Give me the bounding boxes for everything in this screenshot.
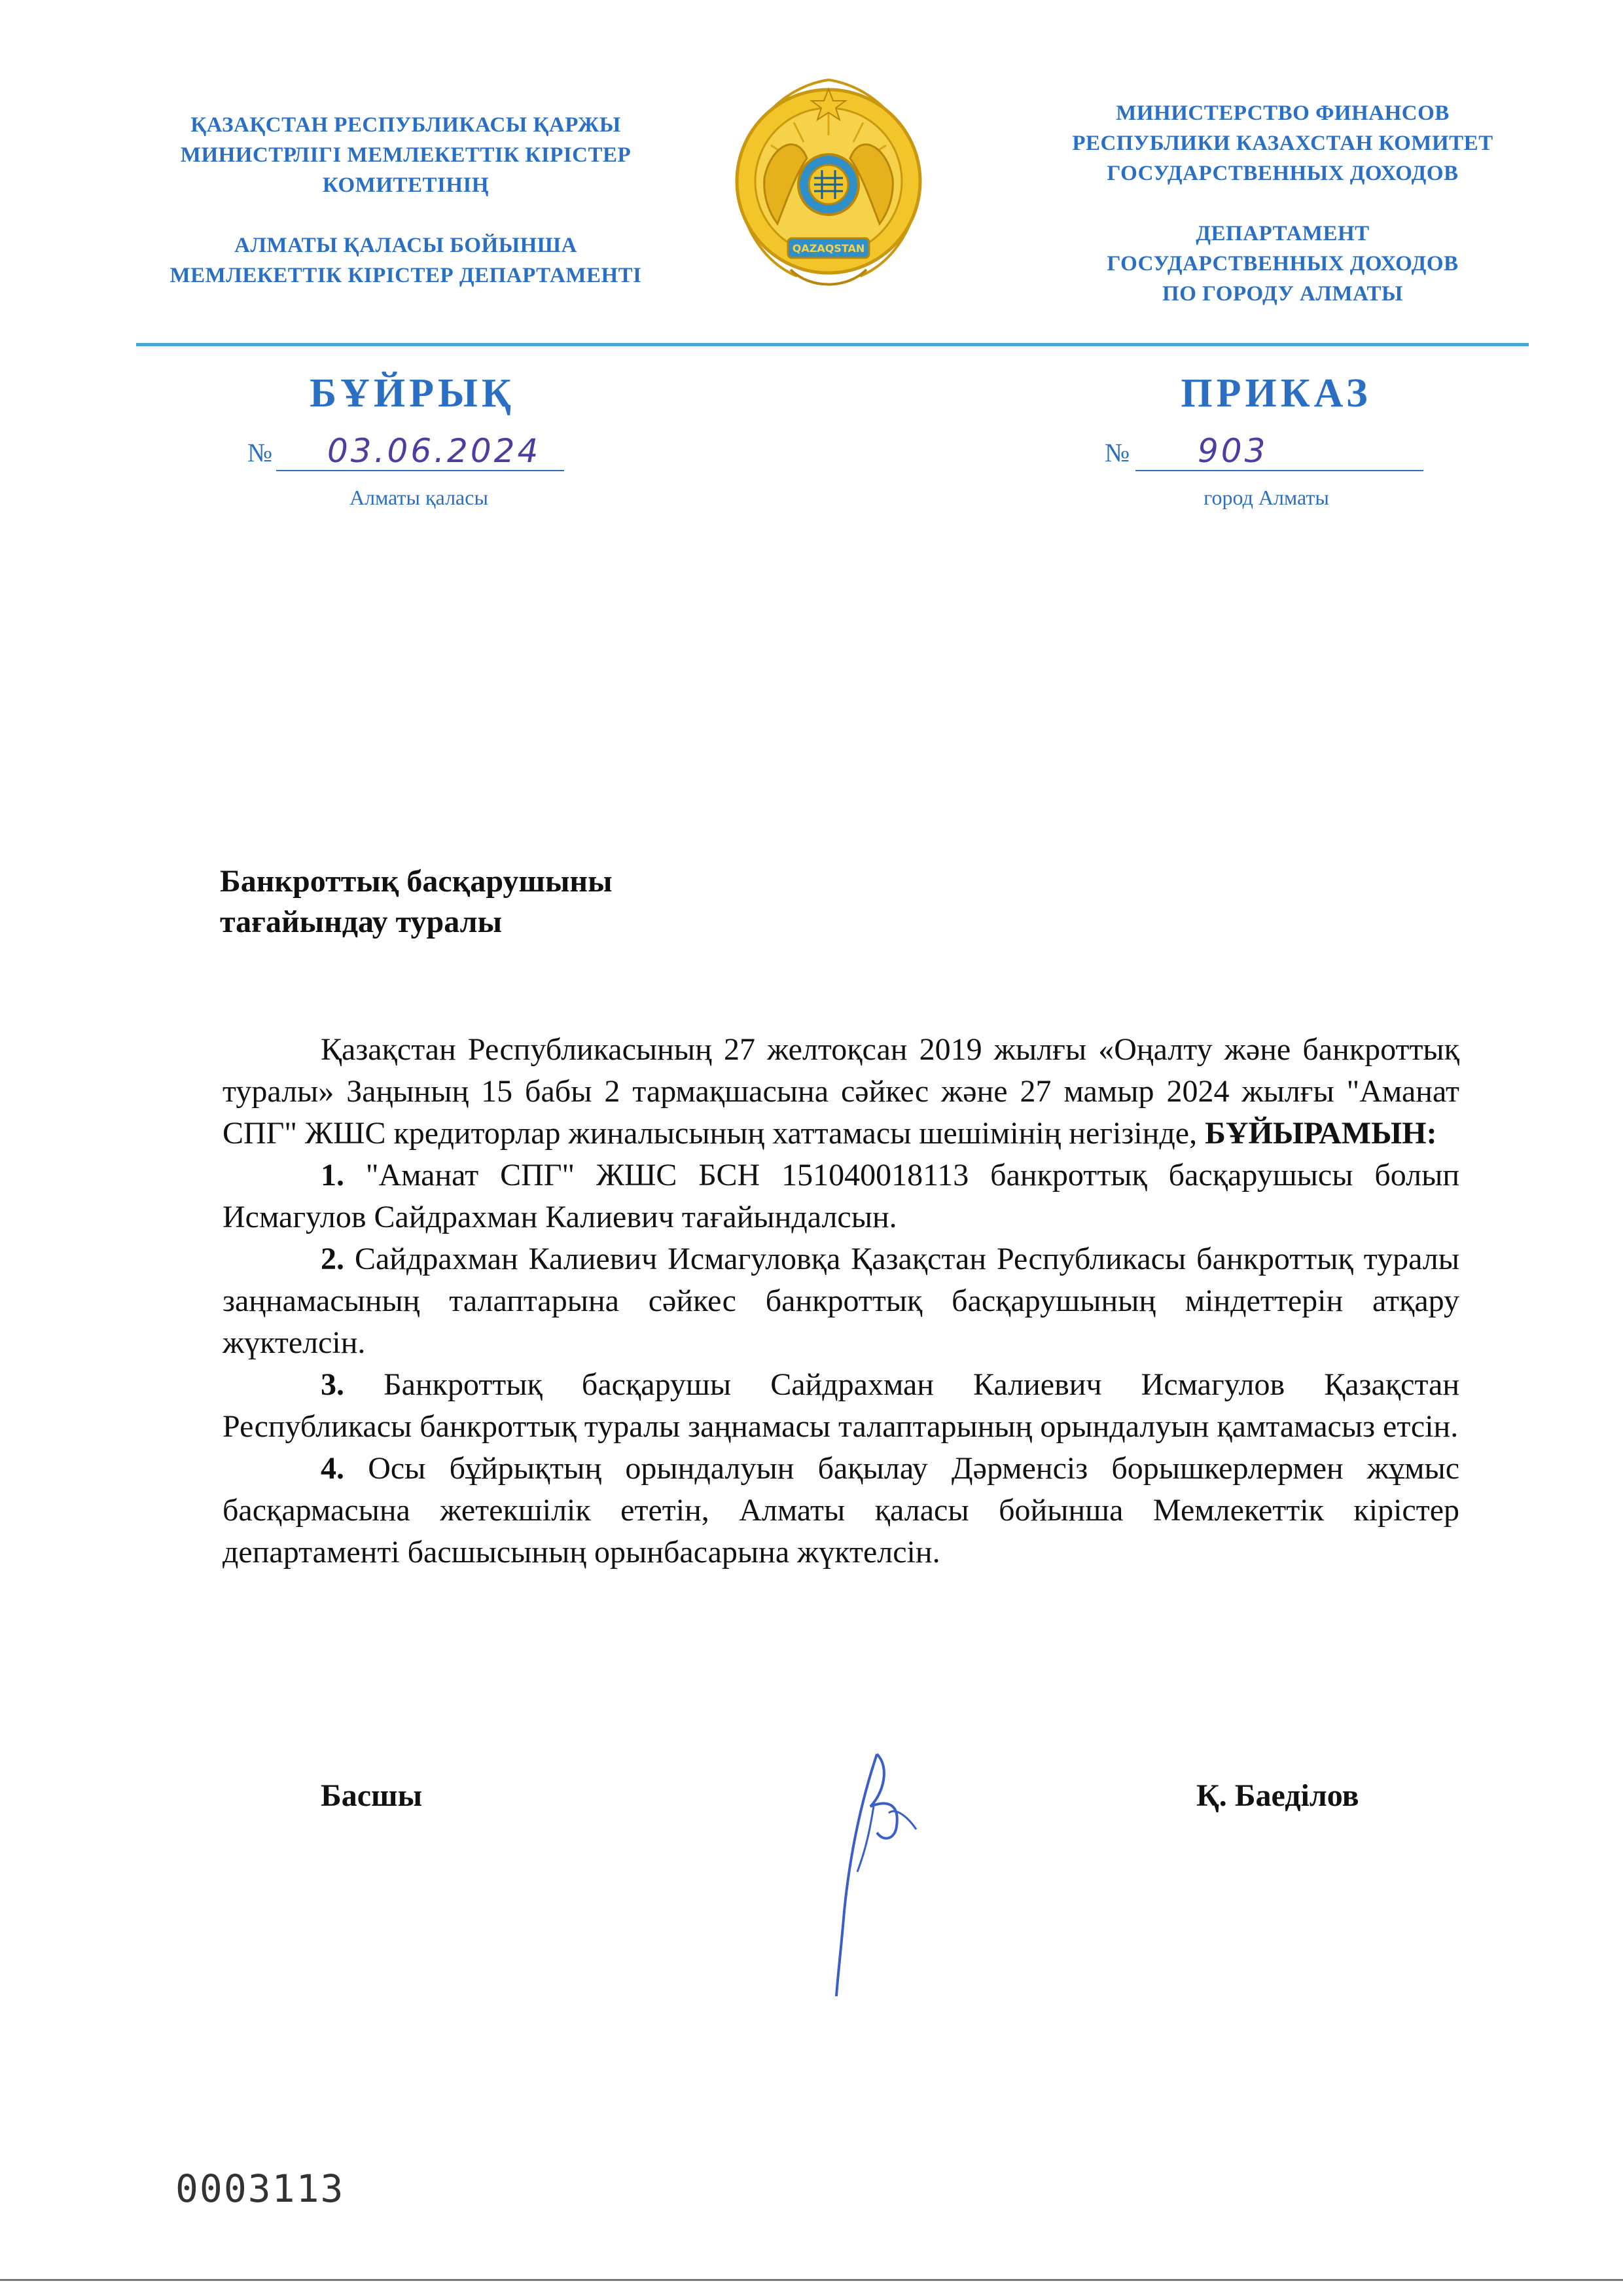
body-command: БҰЙЫРАМЫН:: [1205, 1116, 1437, 1151]
order-number-sign-left: №: [247, 438, 273, 467]
header-left-line2: МИНИСТРЛІГІ МЕМЛЕКЕТТІК КІРІСТЕР: [180, 143, 632, 167]
serial-number: 0003113: [175, 2166, 345, 2211]
item-number: 4.: [321, 1451, 344, 1486]
subject-line1: Банкроттық басқарушыны: [220, 864, 613, 899]
city-ru: город Алматы: [1204, 486, 1329, 509]
city-kz: Алматы қаласы: [349, 486, 488, 509]
subject-line2: тағайындау туралы: [220, 905, 503, 939]
order-title-kz: БҰЙРЫҚ: [310, 371, 515, 416]
order-subject: [220, 861, 613, 942]
body-item-3: [223, 1364, 1459, 1448]
item-number: 2.: [321, 1242, 344, 1276]
header-right-line3: ГОСУДАРСТВЕННЫХ ДОХОДОВ: [1107, 162, 1459, 185]
order-date-handwritten: 03.06.2024: [327, 432, 541, 470]
body-item-2: [223, 1238, 1459, 1364]
state-emblem-icon: [725, 73, 932, 296]
order-number-sign-right: №: [1105, 438, 1130, 467]
header-right-line5: ГОСУДАРСТВЕННЫХ ДОХОДОВ: [1107, 252, 1459, 276]
header-left-line3: КОМИТЕТІНІҢ: [322, 173, 490, 197]
item-text: "Аманат СПГ" ЖШС БСН 151040018113 банкроттық басқарушысы болып Исмагулов Сайдрахман Калиевич тағайындалсын.: [223, 1158, 1460, 1234]
order-body: [223, 1029, 1459, 1573]
order-number-handwritten: 903: [1198, 432, 1268, 470]
header-left-line4: АЛМАТЫ ҚАЛАСЫ БОЙЫНША: [234, 234, 577, 257]
item-text: Осы бұйрықтың орындалуын бақылау Дәрменсіз борышкерлермен жұмыс басқармасына жетекшілік ететін, Алматы қаласы бойынша Мемлекеттік кірістер департаменті басшысының орынбасарына жүктелсін.: [223, 1451, 1459, 1570]
header-right-line4: ДЕПАРТАМЕНТ: [1196, 222, 1370, 245]
body-intro: [223, 1029, 1459, 1155]
header-right-line1: МИНИСТЕРСТВО ФИНАНСОВ: [1116, 101, 1450, 125]
date-underline: [276, 470, 564, 471]
item-text: Сайдрахман Калиевич Исмагуловқа Қазақстан Республикасы банкроттық туралы заңнамасының талаптарына сәйкес банкроттық басқарушының міндеттерін атқару жүктелсін.: [223, 1242, 1459, 1360]
item-number: 1.: [321, 1158, 344, 1193]
header-divider: [136, 343, 1529, 346]
header-left-line1: ҚАЗАҚСТАН РЕСПУБЛИКАСЫ ҚАРЖЫ: [190, 113, 621, 137]
page-edge: [0, 2279, 1623, 2281]
handwritten-signature: [812, 1741, 942, 2003]
number-underline: [1135, 470, 1423, 471]
signatory-name: Қ. Баеділов: [1196, 1778, 1359, 1813]
header-left-line5: МЕМЛЕКЕТТІК КІРІСТЕР ДЕПАРТАМЕНТІ: [169, 264, 642, 287]
header-right-line2: РЕСПУБЛИКИ КАЗАХСТАН КОМИТЕТ: [1072, 132, 1493, 155]
signatory-position: Басшы: [321, 1778, 423, 1813]
body-item-4: [223, 1448, 1459, 1573]
order-title-ru: ПРИКАЗ: [1181, 371, 1372, 416]
body-intro-text: Қазақстан Республикасының 27 желтоқсан 2019 жылғы «Оңалту және банкроттық туралы» Заңының 15 бабы 2 тармақшасына сәйкес және 27 мамыр 2024 жылғы "Аманат СПГ" ЖШС кредиторлар жиналысының хаттамасы шешімінің негізінде,: [223, 1032, 1459, 1151]
body-item-1: [223, 1155, 1459, 1238]
header-right: [995, 98, 1571, 309]
item-number: 3.: [321, 1367, 344, 1402]
item-text: Банкроттық басқарушы Сайдрахман Калиевич Исмагулов Қазақстан Республикасы банкроттық туралы заңнамасы талаптарының орындалуын қамтамасыз етсін.: [223, 1367, 1460, 1444]
emblem-inscription: QAZAQSTAN: [792, 242, 865, 255]
header-left: [124, 110, 687, 291]
header-right-line6: ПО ГОРОДУ АЛМАТЫ: [1162, 282, 1403, 306]
